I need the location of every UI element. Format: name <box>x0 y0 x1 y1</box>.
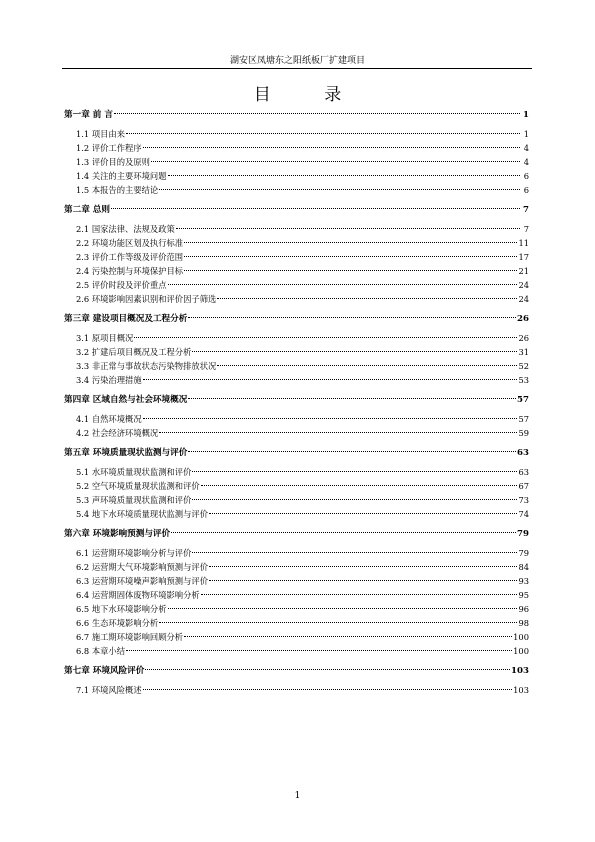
toc-entry-label: 1.5 本报告的主要结论 <box>76 185 159 195</box>
toc-section-entry[interactable] <box>64 127 529 141</box>
toc-entry-label: 1.4 关注的主要环境问题 <box>76 171 167 181</box>
toc-entry-page: 6 <box>523 185 529 195</box>
toc-entry-label: 2.2 环境功能区划及执行标准 <box>76 238 184 248</box>
toc-entry-page: 52 <box>518 361 529 371</box>
page-number: 1 <box>294 791 301 801</box>
dot-leader <box>145 669 510 670</box>
toc-entry-page: 103 <box>513 685 529 695</box>
toc-entry-label: 6.4 运营期固体废物环境影响分析 <box>76 590 200 600</box>
dot-leader <box>192 351 517 352</box>
dot-leader <box>184 242 517 243</box>
dot-leader <box>143 689 513 690</box>
dot-leader <box>192 552 517 553</box>
toc-section-entry[interactable] <box>64 426 529 440</box>
toc-entry-label: 5.2 空气环境质量现状监测和评价 <box>76 481 200 491</box>
dot-leader <box>171 532 516 533</box>
toc-entry-label: 5.3 声环境质量现状监测和评价 <box>76 495 192 505</box>
toc-entry-label: 4.1 自然环境概况 <box>76 414 142 424</box>
dot-leader <box>134 337 517 338</box>
toc-entry-page: 95 <box>518 590 529 600</box>
toc-section-entry[interactable] <box>64 493 529 507</box>
toc-entry-page: 100 <box>513 646 529 656</box>
toc-section-entry[interactable] <box>64 574 529 588</box>
dot-leader <box>201 485 518 486</box>
toc-entry-label: 3.4 污染治理措施 <box>76 375 142 385</box>
toc-entry-page: 7 <box>523 224 529 234</box>
toc-entry-page: 96 <box>518 604 529 614</box>
toc-chapter-entry[interactable] <box>64 203 529 217</box>
toc-entry-page: 93 <box>518 576 529 586</box>
toc-entry-label: 6.1 运营期环境影响分析与评价 <box>76 548 192 558</box>
dot-leader <box>151 161 520 162</box>
dot-leader <box>184 256 517 257</box>
toc-entry-label: 6.3 运营期环境噪声影响预测与评价 <box>76 576 208 586</box>
toc-entry-page: 67 <box>518 481 529 491</box>
dot-leader <box>168 608 518 609</box>
toc-entry-label: 第一章 前 言 <box>64 110 113 120</box>
dot-leader <box>111 208 520 209</box>
dot-leader <box>143 147 520 148</box>
toc-entry-page: 4 <box>523 143 529 153</box>
toc-entry-page: 17 <box>518 252 529 262</box>
toc-entry-page: 57 <box>517 395 529 405</box>
toc-entry-page: 59 <box>518 428 529 438</box>
toc-section-entry[interactable] <box>64 222 529 236</box>
toc-section-entry[interactable] <box>64 345 529 359</box>
header-rule <box>62 68 532 69</box>
toc-entry-label: 2.1 国家法律、法规及政策 <box>76 224 175 234</box>
toc-entry-label: 6.7 施工期环境影响回顾分析 <box>76 632 184 642</box>
toc-entry-label: 第二章 总则 <box>64 205 110 215</box>
toc-entry-page: 21 <box>518 266 529 276</box>
toc-section-entry[interactable] <box>64 465 529 479</box>
toc-section-entry[interactable] <box>64 155 529 169</box>
toc-entry-page: 24 <box>518 294 529 304</box>
toc-entry-label: 5.4 地下水环境质量现状监测与评价 <box>76 509 208 519</box>
toc-chapter-entry[interactable] <box>64 108 529 122</box>
toc-section-entry[interactable] <box>64 616 529 630</box>
toc-section-entry[interactable] <box>64 264 529 278</box>
toc-entry-label: 2.6 环境影响因素识别和评价因子筛选 <box>76 294 217 304</box>
toc-entry-page: 53 <box>518 375 529 385</box>
toc-entry-label: 2.5 评价时段及评价重点 <box>76 280 167 290</box>
toc-section-entry[interactable] <box>64 479 529 493</box>
toc-section-entry[interactable] <box>64 412 529 426</box>
toc-section-entry[interactable] <box>64 588 529 602</box>
toc-section-entry[interactable] <box>64 331 529 345</box>
toc-entry-page: 57 <box>518 414 529 424</box>
toc-section-entry[interactable] <box>64 644 529 658</box>
toc-section-entry[interactable] <box>64 169 529 183</box>
toc-entry-label: 1.3 评价目的及原则 <box>76 157 150 167</box>
toc-section-entry[interactable] <box>64 683 529 697</box>
dot-leader <box>176 228 520 229</box>
toc-section-entry[interactable] <box>64 602 529 616</box>
toc-chapter-entry[interactable] <box>64 312 529 326</box>
toc-section-entry[interactable] <box>64 373 529 387</box>
toc-entry-page: 1 <box>523 129 529 139</box>
running-header: 湖安区凤塘东之阳纸板厂扩建项目 <box>229 56 365 66</box>
toc-chapter-entry[interactable] <box>64 393 529 407</box>
toc-entry-page: 100 <box>513 632 529 642</box>
dot-leader <box>143 379 518 380</box>
dot-leader <box>209 580 517 581</box>
dot-leader <box>159 432 517 433</box>
dot-leader <box>188 398 516 399</box>
toc-section-entry[interactable] <box>64 183 529 197</box>
toc-entry-page: 4 <box>523 157 529 167</box>
dot-leader <box>159 189 520 190</box>
toc-section-entry[interactable] <box>64 560 529 574</box>
dot-leader <box>188 317 516 318</box>
toc-entry-label: 3.2 扩建后项目概况及工程分析 <box>76 347 192 357</box>
toc-section-entry[interactable] <box>64 292 529 306</box>
toc-entry-label: 6.5 地下水环境影响分析 <box>76 604 167 614</box>
toc-entry-page: 79 <box>518 548 529 558</box>
toc-entry-page: 98 <box>518 618 529 628</box>
toc-entry-label: 第六章 环境影响预测与评价 <box>64 529 171 539</box>
dot-leader <box>126 650 512 651</box>
toc-entry-label: 3.3 非正常与事故状态污染物排放状况 <box>76 361 217 371</box>
toc-entry-label: 2.3 评价工作等级及评价范围 <box>76 252 184 262</box>
toc-entry-page: 63 <box>517 448 529 458</box>
toc-section-entry[interactable] <box>64 507 529 521</box>
toc-entry-label: 1.2 评价工作程序 <box>76 143 142 153</box>
toc-section-entry[interactable] <box>64 630 529 644</box>
toc-section-entry[interactable] <box>64 546 529 560</box>
dot-leader <box>201 594 518 595</box>
toc-entry-label: 第五章 环境质量现状监测与评价 <box>64 448 188 458</box>
dot-leader <box>168 284 518 285</box>
toc-entry-page: 26 <box>517 314 529 324</box>
toc-entry-label: 6.2 运营期大气环境影响预测与评价 <box>76 562 208 572</box>
toc-entry-label: 第四章 区域自然与社会环境概况 <box>64 395 188 405</box>
toc-entry-page: 103 <box>511 666 529 676</box>
toc-entry-page: 1 <box>523 110 529 120</box>
toc-chapter-entry[interactable] <box>64 527 529 541</box>
toc-entry-page: 6 <box>523 171 529 181</box>
toc-chapter-entry[interactable] <box>64 446 529 460</box>
toc-section-entry[interactable] <box>64 250 529 264</box>
toc-entry-page: 11 <box>518 238 529 248</box>
toc-chapter-entry[interactable] <box>64 664 529 678</box>
dot-leader <box>188 451 516 452</box>
toc-entry-page: 24 <box>518 280 529 290</box>
table-of-contents <box>64 108 529 697</box>
dot-leader <box>209 566 517 567</box>
dot-leader <box>192 471 517 472</box>
toc-entry-page: 26 <box>518 333 529 343</box>
toc-entry-label: 6.6 生态环境影响分析 <box>76 618 159 628</box>
toc-entry-page: 63 <box>518 467 529 477</box>
toc-entry-label: 1.1 项目由来 <box>76 129 126 139</box>
dot-leader <box>192 499 517 500</box>
dot-leader <box>217 365 517 366</box>
dot-leader <box>184 270 517 271</box>
toc-entry-label: 第七章 环境风险评价 <box>64 666 145 676</box>
toc-entry-page: 31 <box>518 347 529 357</box>
toc-section-entry[interactable] <box>64 141 529 155</box>
toc-entry-label: 2.4 污染控制与环境保护目标 <box>76 266 184 276</box>
dot-leader <box>168 175 520 176</box>
dot-leader <box>209 513 517 514</box>
toc-entry-page: 74 <box>518 509 529 519</box>
toc-section-entry[interactable] <box>64 236 529 250</box>
toc-entry-label: 7.1 环境风险概述 <box>76 685 142 695</box>
page-title: 目 录 <box>253 85 366 105</box>
toc-entry-label: 第三章 建设项目概况及工程分析 <box>64 314 188 324</box>
toc-entry-page: 73 <box>518 495 529 505</box>
toc-section-entry[interactable] <box>64 278 529 292</box>
toc-entry-label: 3.1 原项目概况 <box>76 333 134 343</box>
toc-section-entry[interactable] <box>64 359 529 373</box>
dot-leader <box>126 133 520 134</box>
dot-leader <box>159 622 517 623</box>
dot-leader <box>184 636 512 637</box>
toc-entry-label: 5.1 水环境质量现状监测和评价 <box>76 467 192 477</box>
toc-entry-label: 6.8 本章小结 <box>76 646 126 656</box>
toc-entry-page: 7 <box>523 205 529 215</box>
dot-leader <box>143 418 518 419</box>
toc-entry-page: 79 <box>517 529 529 539</box>
dot-leader <box>114 113 520 114</box>
toc-entry-page: 84 <box>518 562 529 572</box>
toc-entry-label: 4.2 社会经济环境概况 <box>76 428 159 438</box>
dot-leader <box>217 298 517 299</box>
